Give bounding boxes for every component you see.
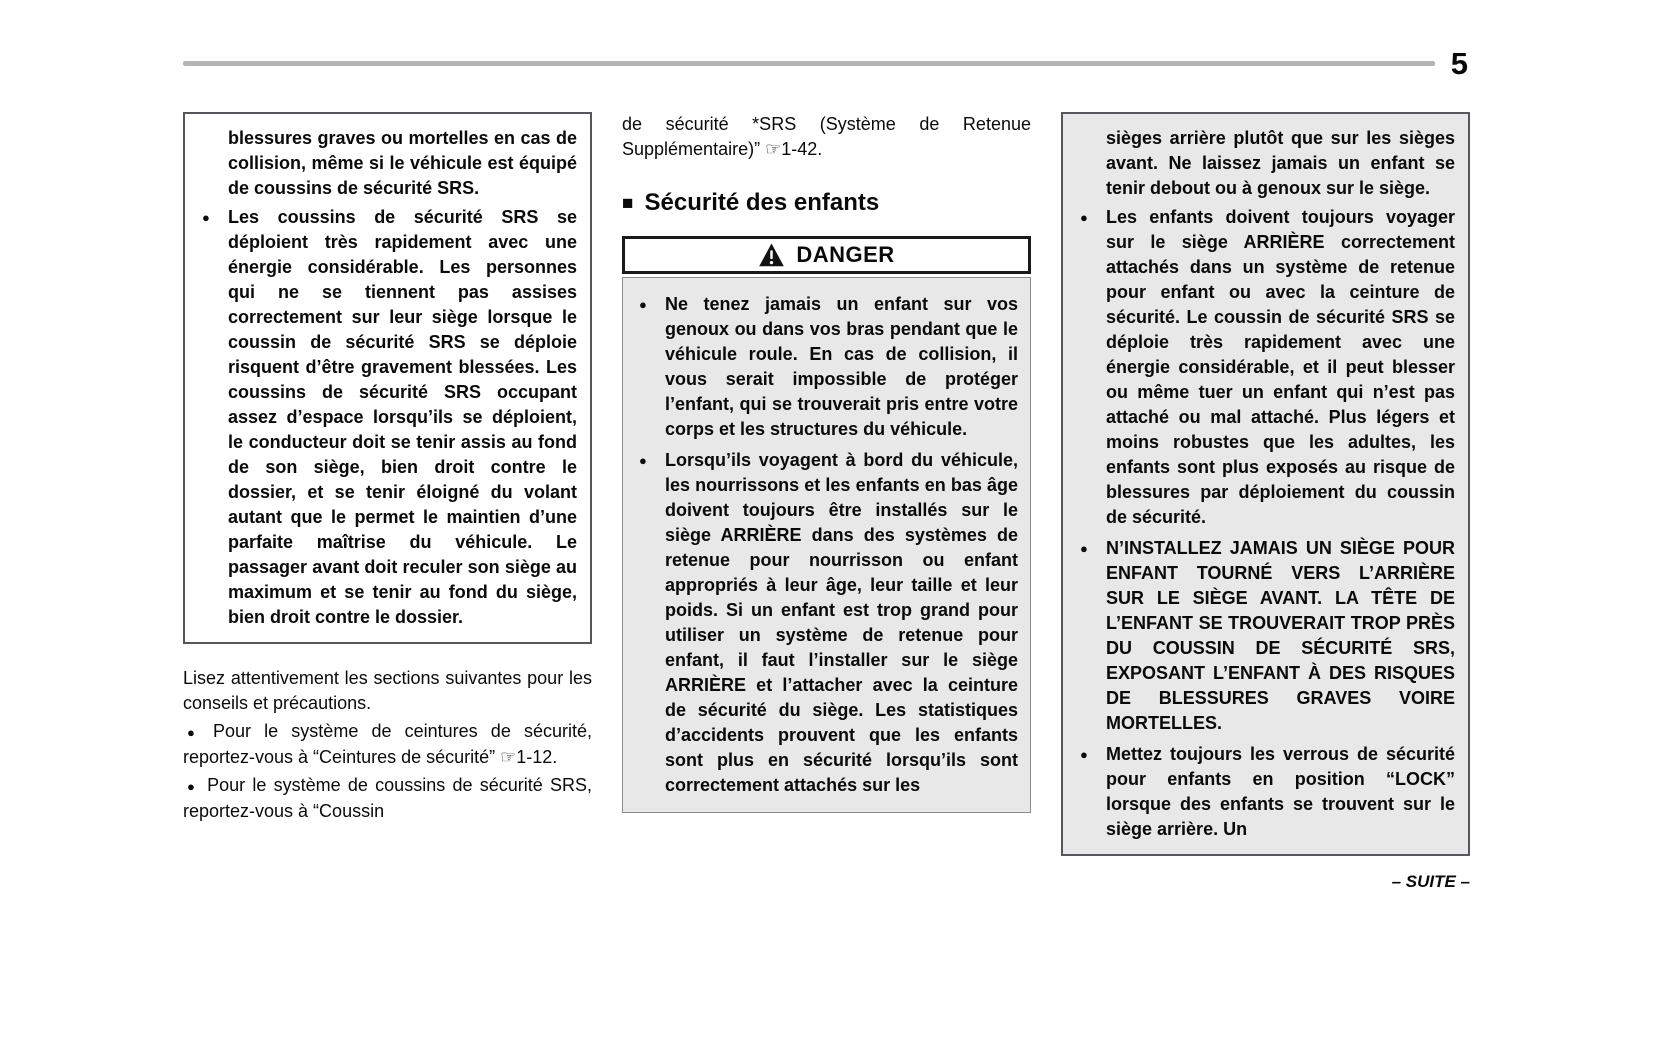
bullet-icon: ● [187,725,203,740]
bullet-icon: ● [1080,541,1088,556]
danger-title: DANGER [796,242,895,267]
list-item [198,205,577,630]
bullet-icon: ● [1080,210,1088,225]
section-heading [622,189,1031,217]
section-heading-text: Sécurité des enfants [644,189,880,216]
bullet-text: Pour le système de coussins de sécurité SRS, reportez-vous à “Coussin [183,775,592,821]
bullet-text: Mettez toujours les verrous de sécurité pour enfants en position “LOCK” lorsque des enfants se trouvent sur le siège arrière. Un [1106,744,1455,839]
lead-paragraph: Lisez attentivement les sections suivantes pour les conseils et précautions. [183,668,592,713]
danger-box [622,236,1031,813]
list-item [183,719,592,770]
top-rule [183,61,1435,66]
danger-header [622,236,1031,274]
section-marker-icon: ■ [622,192,634,214]
continuation-text: de sécurité *SRS (Système de Retenue Supplémentaire)” ☞1-42. [622,114,1031,159]
bullet-icon: ● [202,210,210,225]
content-columns [183,112,1468,892]
danger-continuation-intro: sièges arrière plutôt que sur les sièges avant. Ne laissez jamais un enfant se tenir debout ou à genoux sur le siège. [1106,128,1455,198]
bullet-text: Les enfants doivent toujours voyager sur le siège ARRIÈRE correctement attachés dans un système de retenue pour enfant ou avec la ceinture de sécurité. Le coussin de sécurité SRS se déploie très rapidement avec une énergie considérable, et il peut blesser ou même tuer un enfant qui n’est pas attaché ou mal attaché. Plus légers et moins robustes que les adultes, les enfants sont plus exposés au risque de blessures par déploiement du coussin de sécurité. [1106,207,1455,527]
column-middle [622,112,1031,813]
column-left [183,112,592,824]
bullet-text: Pour le système de ceintures de sécurité, reportez-vous à “Ceintures de sécurité” ☞1-12. [183,721,592,767]
list-item [183,773,592,824]
danger-body [622,277,1031,813]
list-item [635,448,1018,798]
page-number: 5 [1450,45,1468,81]
continued-marker: – SUITE – [1391,872,1470,891]
bullet-icon: ● [187,779,198,794]
bullet-icon: ● [639,453,647,468]
bullet-text: Lorsqu’ils voyagent à bord du véhicule, les nourrissons et les enfants en bas âge doivent toujours être installés sur le siège ARRIÈRE dans des systèmes de retenue pour nourrisson ou enfant appropriés à leur âge, leur taille et leur poids. Si un enfant est trop grand pour utiliser un système de retenue pour enfant, il faut l’installer sur le siège ARRIÈRE et l’attacher avec la ceinture de sécurité du siège. Les statistiques d’accidents prouvent que les enfants sont plus en sécurité lorsqu’ils sont correctement attachés sur les [665,450,1018,795]
warning-intro-text: blessures graves ou mortelles en cas de collision, même si le véhicule est équipé de coussins de sécurité SRS. [228,128,577,198]
warning-triangle-icon [758,243,785,267]
list-item [635,292,1018,442]
bullet-text: Les coussins de sécurité SRS se déploient très rapidement avec une énergie considérable. Les personnes qui ne se tiennent pas assises correctement sur leur siège lorsque le coussin de sécurité SRS se déploie risquent d’être gravement blessées. Les coussins de sécurité SRS occupant assez d’espace lorsqu’ils se déploient, le conducteur doit se tenir assis au fond de son siège, bien droit contre le dossier, et se tenir éloigné du volant autant que le permet le maintien d’une parfaite maîtrise du véhicule. Le passager avant doit reculer son siège au maximum et se tenir au fond du siège, bien droit contre le dossier. [228,207,577,627]
column-right [1061,112,1470,892]
danger-continuation-box [1061,112,1470,856]
list-item [1076,536,1455,736]
bullet-text: N’INSTALLEZ JAMAIS UN SIÈGE POUR ENFANT TOURNÉ VERS L’ARRIÈRE SUR LE SIÈGE AVANT. LA TÊTE DE L’ENFANT SE TROUVERAIT TROP PRÈS DU COUSSIN DE SÉCURITÉ SRS, EXPOSANT L’ENFANT À DES RISQUES DE BLESSURES GRAVES VOIRE MORTELLES. [1106,538,1455,733]
list-item [1076,205,1455,530]
bullet-icon: ● [1080,747,1088,762]
list-item [1076,742,1455,842]
warning-continuation-box [183,112,592,644]
page-header [183,46,1468,80]
bullet-icon: ● [639,297,647,312]
bullet-text: Ne tenez jamais un enfant sur vos genoux ou dans vos bras pendant que le véhicule roule. En cas de collision, il vous serait impossible de protéger l’enfant, qui se trouverait pris entre votre corps et les structures du véhicule. [665,294,1018,439]
